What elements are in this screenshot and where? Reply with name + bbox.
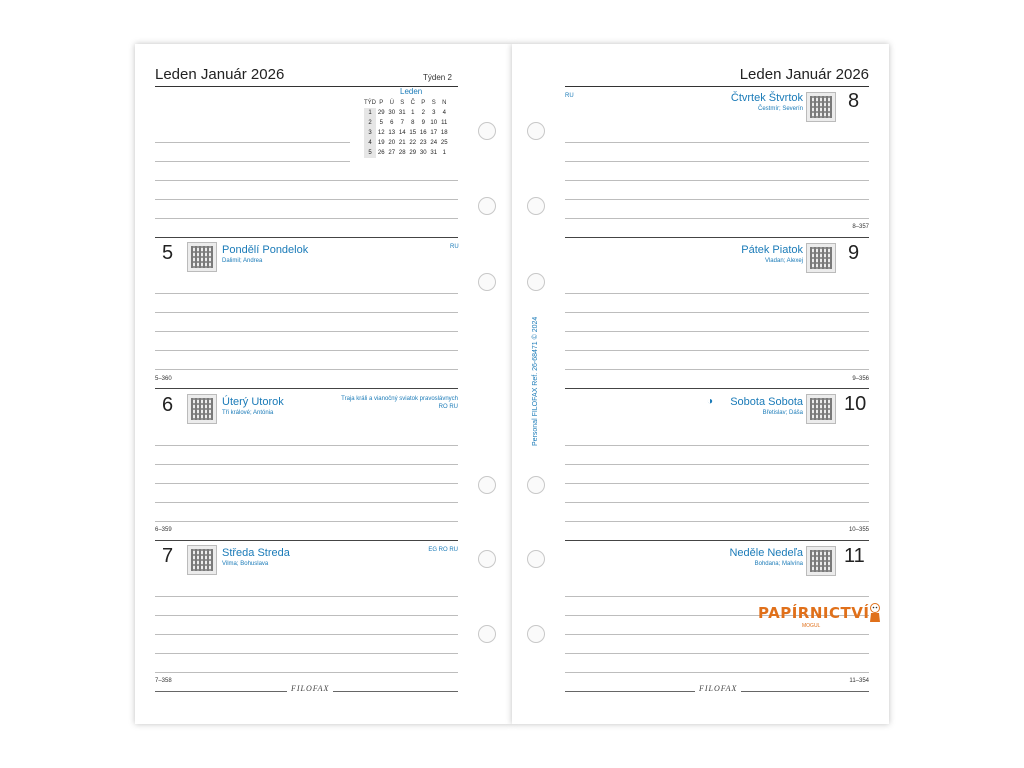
mini-calendar-day: 14 <box>398 130 406 136</box>
holiday-codes: RU <box>450 244 459 250</box>
filofax-logo: FILOFAX <box>287 684 333 693</box>
mini-calendar-day: 28 <box>398 150 406 156</box>
note-line <box>155 293 458 294</box>
mini-calendar-week-number: 5 <box>364 148 376 158</box>
day-number: 6 <box>162 394 174 416</box>
note-line <box>565 180 869 181</box>
right-page <box>512 44 889 724</box>
day-separator <box>565 540 869 541</box>
note-line <box>565 445 869 446</box>
day-counter: 9–356 <box>852 376 869 382</box>
note-line <box>565 653 869 654</box>
note-line <box>155 161 350 162</box>
binder-hole-icon <box>478 273 496 291</box>
day-number: 5 <box>162 242 174 264</box>
namedays: Tři králové; Antónia <box>222 410 274 416</box>
mini-calendar-day: 25 <box>440 140 448 146</box>
mini-calendar-day: 22 <box>409 140 417 146</box>
note-line <box>155 445 458 446</box>
binder-hole-icon <box>527 122 545 140</box>
mini-calendar-day: 8 <box>411 120 415 126</box>
note-line <box>565 369 869 370</box>
day-name: Sobota Sobota <box>730 396 803 408</box>
binder-hole-icon <box>527 197 545 215</box>
mini-calendar-header: S <box>400 100 405 106</box>
note-line <box>565 634 869 635</box>
mini-calendar-day: 27 <box>388 150 396 156</box>
mini-calendar-day: 15 <box>409 130 417 136</box>
binder-hole-icon <box>478 476 496 494</box>
mini-calendar-day: 19 <box>377 140 385 146</box>
day-separator <box>155 237 458 238</box>
note-line <box>155 615 458 616</box>
binder-hole-icon <box>527 550 545 568</box>
mini-calendar-day: 7 <box>400 120 404 126</box>
spine-text: Personal FILOFAX Ref. 26-68471 © 2024 <box>532 316 539 446</box>
mini-calendar-week <box>364 138 450 148</box>
mini-calendar-day: 26 <box>377 150 385 156</box>
week-label: Týden 2 <box>423 73 452 82</box>
mini-calendar-day: 21 <box>398 140 406 146</box>
day-number: 11 <box>844 545 865 567</box>
day-name: Pátek Piatok <box>741 244 803 256</box>
mini-calendar-day: 20 <box>388 140 396 146</box>
note-line <box>565 293 869 294</box>
mini-calendar-day: 24 <box>430 140 438 146</box>
day-counter: 7–358 <box>155 678 172 684</box>
note-line <box>155 199 458 200</box>
day-separator <box>155 388 458 389</box>
day-name: Středa Streda <box>222 547 290 559</box>
mini-calendar-day: 23 <box>419 140 427 146</box>
note-line <box>155 142 350 143</box>
day-counter: 6–359 <box>155 527 172 533</box>
mini-calendar-day: 1 <box>411 110 415 116</box>
mini-calendar-week-number: 3 <box>364 128 376 138</box>
mini-calendar-title: Leden <box>400 87 423 96</box>
right-header-rule <box>565 86 869 87</box>
mini-calendar-day: 12 <box>377 130 385 136</box>
mini-calendar-day: 11 <box>441 120 448 126</box>
note-line <box>155 350 458 351</box>
note-line <box>155 312 458 313</box>
namedays: Dalimil; Andrea <box>222 258 263 264</box>
mini-calendar-day: 18 <box>440 130 448 136</box>
note-line <box>155 634 458 635</box>
namedays: Břetislav; Dáša <box>762 410 803 416</box>
note-line <box>565 521 869 522</box>
namedays: Vilma; Bohuslava <box>222 561 269 567</box>
mini-calendar-header: N <box>442 100 447 106</box>
mini-calendar <box>364 98 450 158</box>
qr-code-icon <box>806 92 836 122</box>
note-line <box>155 502 458 503</box>
holiday-codes: EG RO RU <box>428 547 458 553</box>
note-line <box>155 369 458 370</box>
mini-calendar-day: 3 <box>432 110 436 116</box>
mini-calendar-week <box>364 148 450 158</box>
mini-calendar-day: 31 <box>398 110 406 116</box>
day-name: Pondělí Pondelok <box>222 244 309 256</box>
binder-hole-icon <box>478 550 496 568</box>
note-line <box>155 653 458 654</box>
day-name: Čtvrtek Štvrtok <box>730 92 803 104</box>
mini-calendar-header: P <box>379 100 384 106</box>
binder-hole-icon <box>478 197 496 215</box>
mini-calendar-day: 30 <box>419 150 427 156</box>
mini-calendar-header: P <box>421 100 426 106</box>
mini-calendar-header: TÝD <box>364 100 376 106</box>
holiday-codes: RO RU <box>438 404 458 410</box>
note-line <box>155 331 458 332</box>
mini-calendar-day: 9 <box>421 120 425 126</box>
mini-calendar-day: 17 <box>430 130 438 136</box>
mini-calendar-header: S <box>431 100 436 106</box>
mini-calendar-day: 13 <box>388 130 396 136</box>
mini-calendar-week-number: 1 <box>364 108 376 118</box>
namedays: Čestmír; Severín <box>757 106 803 112</box>
note-line <box>565 218 869 219</box>
day-counter: 5–360 <box>155 376 172 382</box>
left-page <box>135 44 512 724</box>
day-number: 9 <box>848 242 860 264</box>
left-header-title: Leden Január 2026 <box>155 66 285 83</box>
binder-hole-icon <box>478 122 496 140</box>
mini-calendar-week <box>364 108 450 118</box>
note-line <box>565 199 869 200</box>
namedays: Bohdana; Malvína <box>754 561 803 567</box>
note-line <box>155 596 458 597</box>
watermark-subtitle: MOGUL <box>802 623 821 629</box>
mini-calendar-header: Ú <box>389 100 394 106</box>
watermark-logo: PAPÍRNICTVÍ <box>758 604 870 622</box>
qr-code-icon <box>187 242 217 272</box>
qr-code-icon <box>187 545 217 575</box>
day-counter: 10–355 <box>848 527 869 533</box>
day-name: Neděle Nedeľa <box>729 547 803 559</box>
day-number: 7 <box>162 545 174 567</box>
note-line <box>565 464 869 465</box>
namedays: Vladan; Alexej <box>764 258 803 264</box>
note-line <box>565 161 869 162</box>
day-number: 8 <box>848 90 860 112</box>
day-counter: 8–357 <box>852 224 869 230</box>
mini-calendar-header: Č <box>410 100 415 106</box>
binder-hole-icon <box>478 625 496 643</box>
note-line <box>155 180 458 181</box>
mini-calendar-day: 10 <box>430 120 438 126</box>
note-line <box>565 142 869 143</box>
right-header-title: Leden Január 2026 <box>739 66 869 83</box>
mini-calendar-day: 5 <box>379 120 383 126</box>
mini-calendar-day: 2 <box>421 110 425 116</box>
day-counter: 11–354 <box>849 678 869 684</box>
note-line <box>565 312 869 313</box>
moon-phase-icon: ◑ <box>707 396 714 407</box>
mini-calendar-day: 30 <box>388 110 396 116</box>
mini-calendar-day: 1 <box>442 150 446 156</box>
note-line <box>565 331 869 332</box>
note-line <box>155 672 458 673</box>
day-separator <box>565 388 869 389</box>
mini-calendar-day: 29 <box>409 150 417 156</box>
mini-calendar-day: 29 <box>377 110 385 116</box>
note-line <box>155 521 458 522</box>
note-line <box>565 596 869 597</box>
binder-hole-icon <box>527 625 545 643</box>
note-line <box>565 350 869 351</box>
mini-calendar-day: 31 <box>430 150 438 156</box>
note-line <box>565 483 869 484</box>
note-line <box>155 483 458 484</box>
holiday-note: Traja králi a vianočný sviatok pravoslávnych <box>341 396 458 402</box>
note-line <box>565 672 869 673</box>
day-separator <box>565 237 869 238</box>
qr-code-icon <box>806 546 836 576</box>
mini-calendar-day: 16 <box>419 130 427 136</box>
day-number: 10 <box>844 393 867 415</box>
day-name: Úterý Utorok <box>222 396 284 408</box>
qr-code-icon <box>806 394 836 424</box>
mini-calendar-week-number: 4 <box>364 138 376 148</box>
note-line <box>565 502 869 503</box>
mini-calendar-day: 6 <box>390 120 394 126</box>
mini-calendar-day: 4 <box>442 110 446 116</box>
binder-hole-icon <box>527 476 545 494</box>
qr-code-icon <box>806 243 836 273</box>
mini-calendar-week <box>364 118 450 128</box>
day-separator <box>155 540 458 541</box>
holiday-codes: RU <box>565 93 574 99</box>
note-line <box>155 464 458 465</box>
binder-hole-icon <box>527 273 545 291</box>
mini-calendar-week-number: 2 <box>364 118 376 128</box>
mascot-icon <box>868 602 882 626</box>
qr-code-icon <box>187 394 217 424</box>
filofax-logo: FILOFAX <box>695 684 741 693</box>
note-line <box>155 218 458 219</box>
mini-calendar-week <box>364 128 450 138</box>
